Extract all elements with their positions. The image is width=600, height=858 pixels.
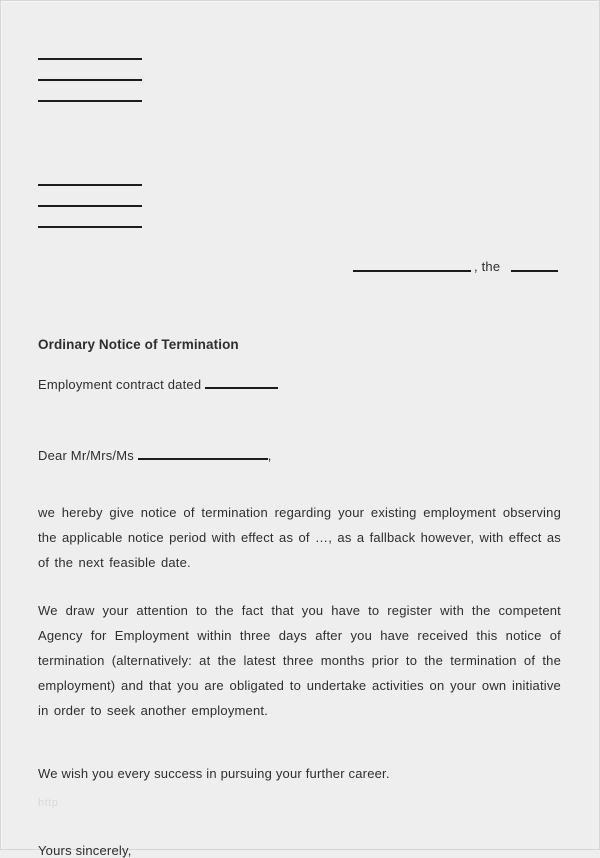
blank-line (38, 58, 142, 60)
blank-line (38, 184, 142, 186)
page-title: Ordinary Notice of Termination (38, 337, 239, 352)
body-paragraph-2: We draw your attention to the fact that you have to register with the competent Agency for Employment within three days after you have received this notice of termination (alternatively: at the latest three months prior to the termination of the employment) and that you are obligated to undertake activities on your own initiative in order to seek another employment. (38, 603, 561, 718)
closing-wish-line: We wish you every success in pursuing your further career. (38, 766, 390, 781)
subject-line (38, 376, 278, 392)
signature-closing: Yours sincerely, (38, 843, 132, 858)
blank-line (38, 79, 142, 81)
date-separator-text: , the (474, 259, 501, 274)
blank-line (38, 100, 142, 102)
watermark-text: http (38, 797, 59, 809)
place-blank (353, 270, 471, 272)
subject-label: Employment contract dated (38, 377, 202, 393)
salutation-line (38, 447, 272, 463)
salutation-prefix: Dear Mr/Mrs/Ms (38, 448, 134, 464)
blank-line (38, 226, 142, 228)
body-paragraph-1: we hereby give notice of termination regarding your existing employment observing the applicable notice period with effect as of …, as a fallback however, with effect as of the next feasible date. (38, 505, 561, 570)
blank-line (38, 205, 142, 207)
recipient-name-blank (138, 447, 268, 460)
contract-date-blank (205, 376, 278, 389)
date-blank (511, 270, 558, 272)
salutation-suffix: , (267, 448, 272, 464)
